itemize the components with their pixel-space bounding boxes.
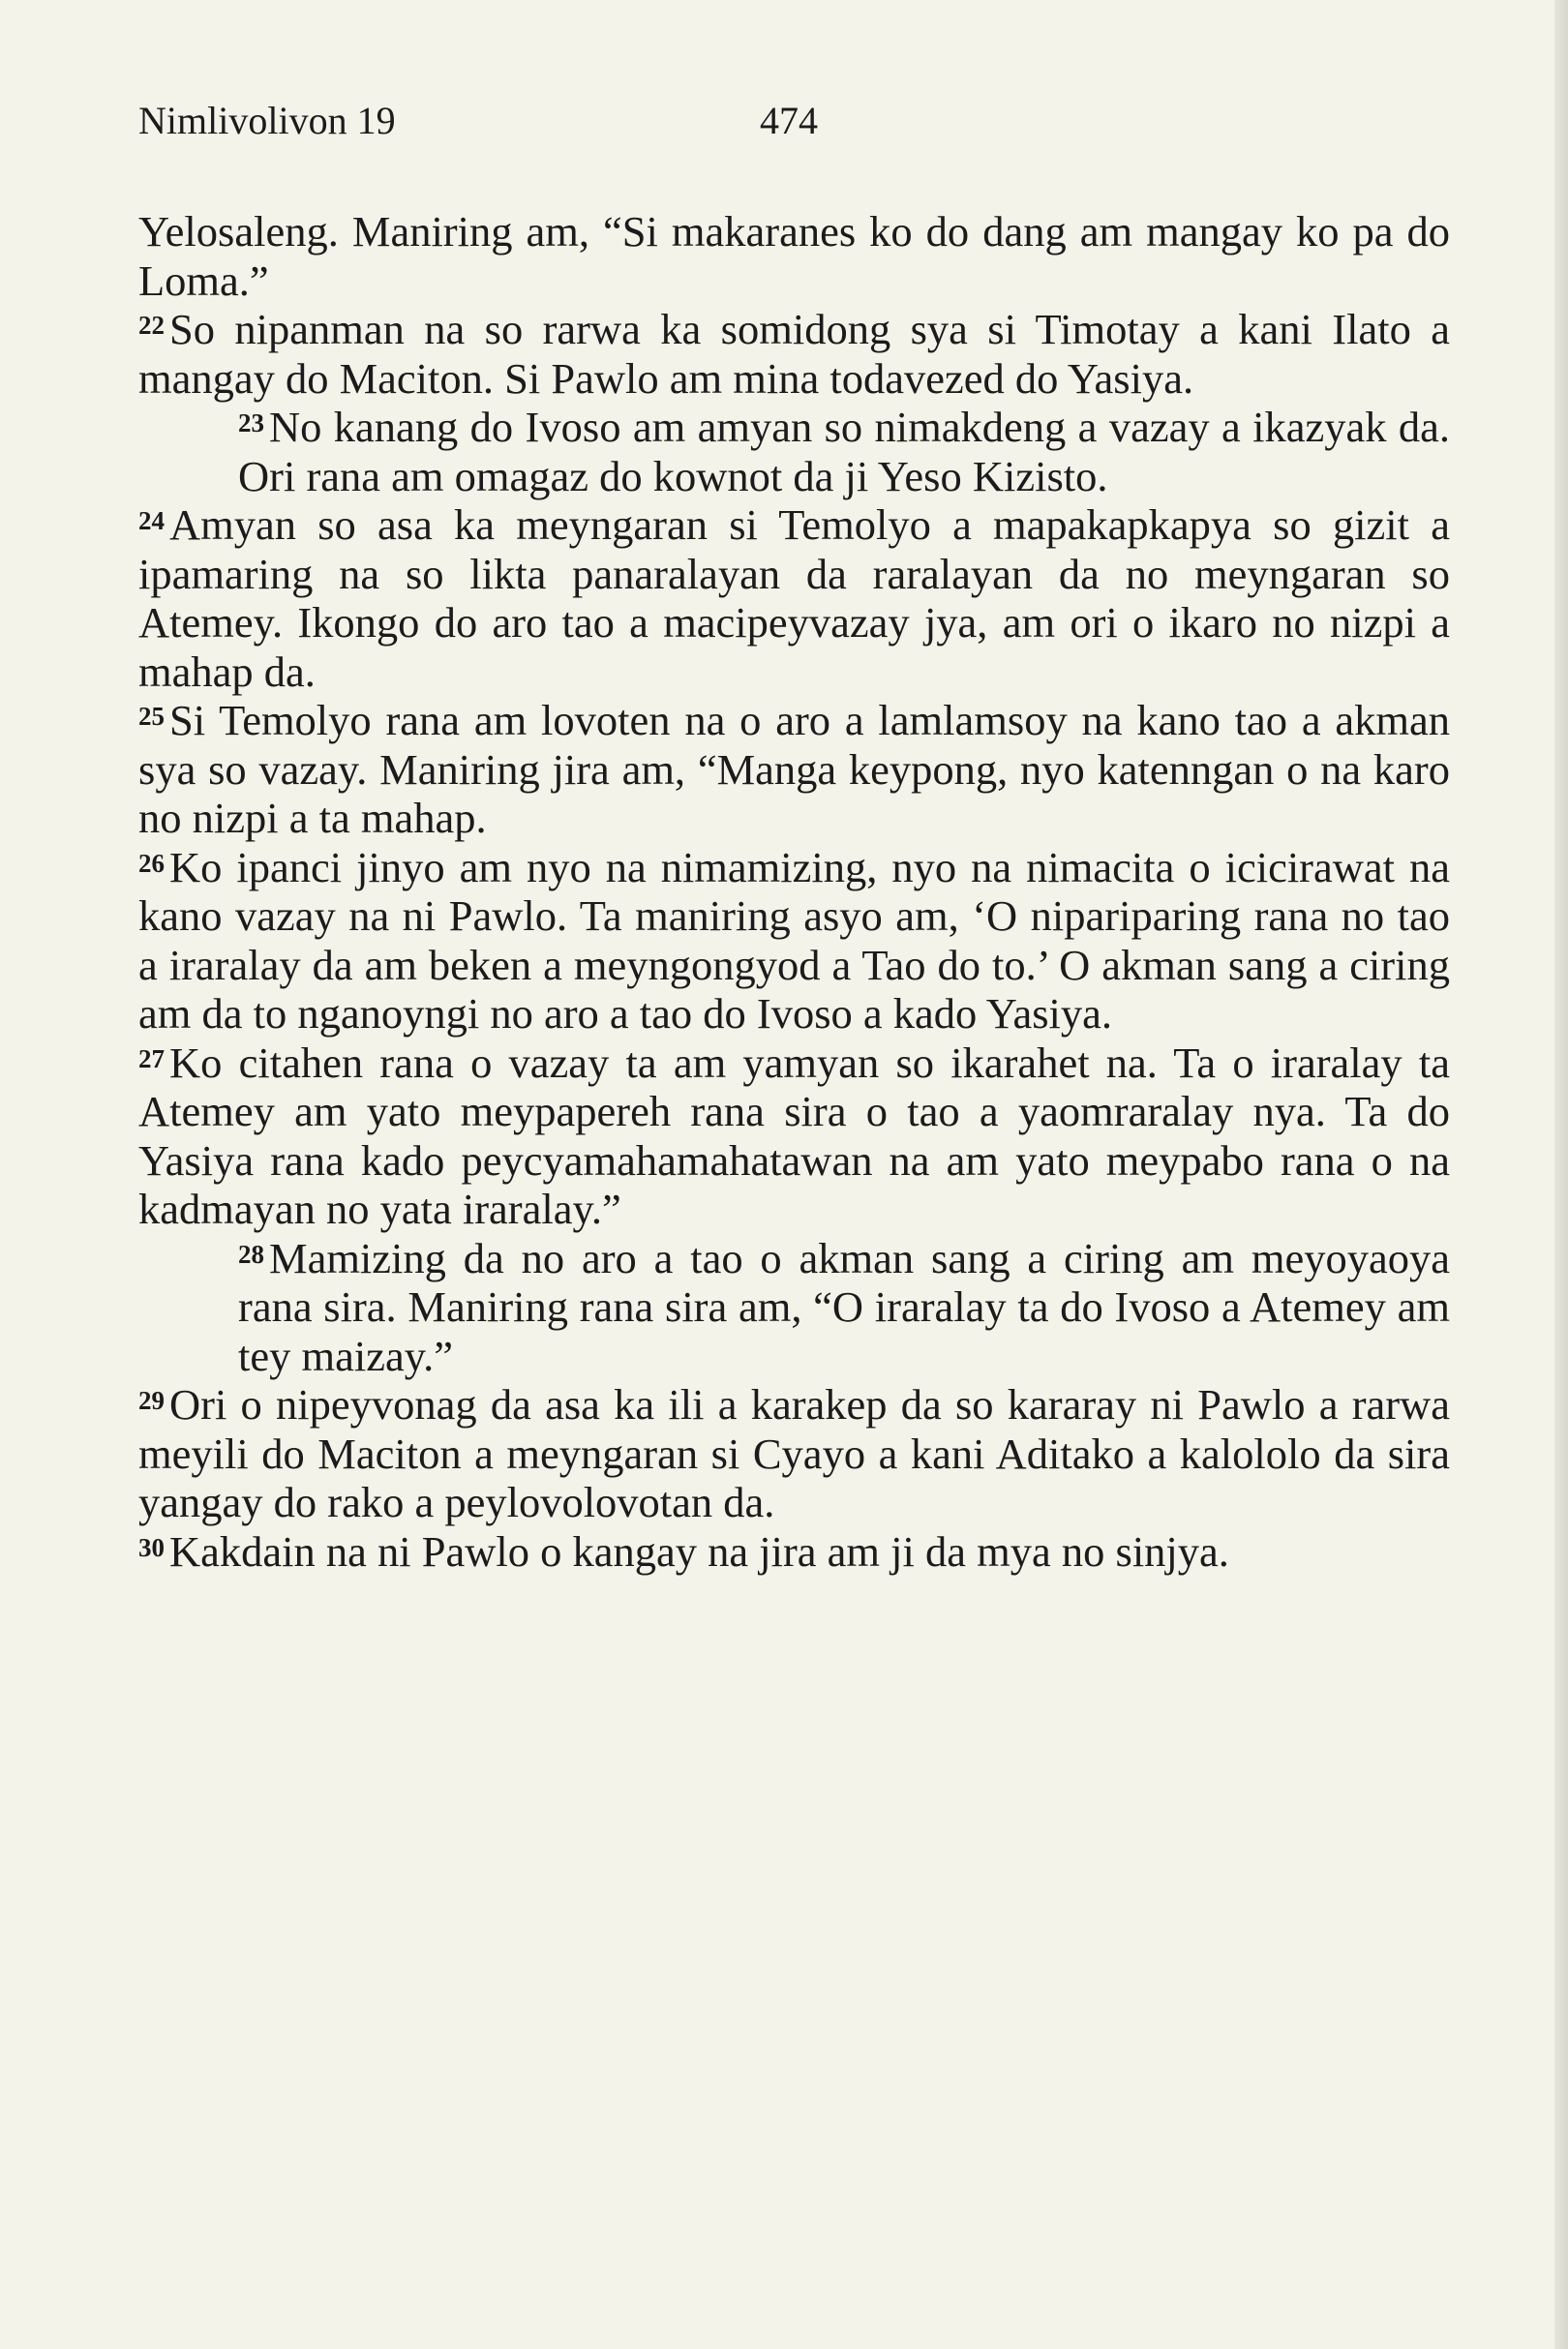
verse-text: Ko citahen rana o vazay ta am yamyan so ikarahet na. Ta o iraralay ta Atemey am yato meypapereh rana sira o tao a yaomraralay nya. Ta do Yasiya rana kado peycyamahamahatawan na am yato meypabo rana o na kadmayan no yata iraralay.” xyxy=(138,1038,1450,1233)
page-number: 474 xyxy=(760,99,818,142)
verse-number: 23 xyxy=(238,408,264,437)
verse-29 xyxy=(138,1380,1450,1527)
verse-text: Ko ipanci jinyo am nyo na nimamizing, nyo na nimacita o icicirawat na kano vazay na ni Pawlo. Ta maniring asyo am, ‘O nipariparing rana no tao a iraralay da am beken a meyngongyod a Tao do to.’ O akman sang a ciring am da to nganoyngi no aro a tao do Ivoso a kado Yasiya. xyxy=(138,842,1450,1038)
verse-number: 27 xyxy=(138,1043,165,1073)
verse-number: 22 xyxy=(138,311,165,340)
paragraph-text: Yelosaleng. Maniring am, “Si makaranes ko do dang am mangay ko pa do Loma.” xyxy=(138,207,1450,305)
verse-text: Si Temolyo rana am lovoten na o aro a lamlamsoy na kano tao a akman sya so vazay. Maniring jira am, “Manga keypong, nyo katenngan o na karo no nizpi a ta mahap. xyxy=(138,696,1450,842)
verse-text: Amyan so asa ka meyngaran si Temolyo a mapakapkapya so gizit a ipamaring na so likta panaralayan da raralayan da no meyngaran so Atemey. Ikongo do aro tao a macipeyvazay jya, am ori o ikaro no nizpi a mahap da. xyxy=(138,500,1450,696)
verse-text: No kanang do Ivoso am amyan so nimakdeng a vazay a ikazyak da. Ori rana am omagaz do kownot da ji Yeso Kizisto. xyxy=(238,403,1450,500)
running-title: Nimlivolivon 19 xyxy=(138,99,396,142)
verse-text: Ori o nipeyvonag da asa ka ili a karakep da so kararay ni Pawlo a rarwa meyili do Maciton a meyngaran si Cyayo a kani Aditako a kalololo da sira yangay do rako a peylovolovotan da. xyxy=(138,1380,1450,1526)
verse-text: Mamizing da no aro a tao o akman sang a ciring am meyoyaoya rana sira. Maniring rana sira am, “O iraralay ta do Ivoso a Atemey am tey maizay.” xyxy=(238,1233,1450,1380)
verse-number: 30 xyxy=(138,1532,165,1562)
page-header xyxy=(138,92,1010,150)
verse-23 xyxy=(138,403,1450,500)
verse-24 xyxy=(138,500,1450,696)
verse-25 xyxy=(138,696,1450,843)
paragraph-continuation xyxy=(138,207,1450,305)
verse-27 xyxy=(138,1039,1450,1234)
verse-number: 26 xyxy=(138,848,165,878)
page-edge xyxy=(1554,0,1568,2349)
verse-number: 24 xyxy=(138,506,165,535)
verse-22 xyxy=(138,305,1450,403)
verse-number: 29 xyxy=(138,1386,165,1415)
verse-28 xyxy=(138,1234,1450,1381)
verse-number: 25 xyxy=(138,702,165,731)
verse-30 xyxy=(138,1527,1450,1577)
scripture-text xyxy=(138,207,1450,1576)
verse-text: So nipanman na so rarwa ka somidong sya si Timotay a kani Ilato a mangay do Maciton. Si Pawlo am mina todavezed do Yasiya. xyxy=(138,305,1450,403)
verse-number: 28 xyxy=(238,1239,264,1269)
verse-text: Kakdain na ni Pawlo o kangay na jira am ji da mya no sinjya. xyxy=(169,1526,1229,1576)
verse-26 xyxy=(138,843,1450,1039)
